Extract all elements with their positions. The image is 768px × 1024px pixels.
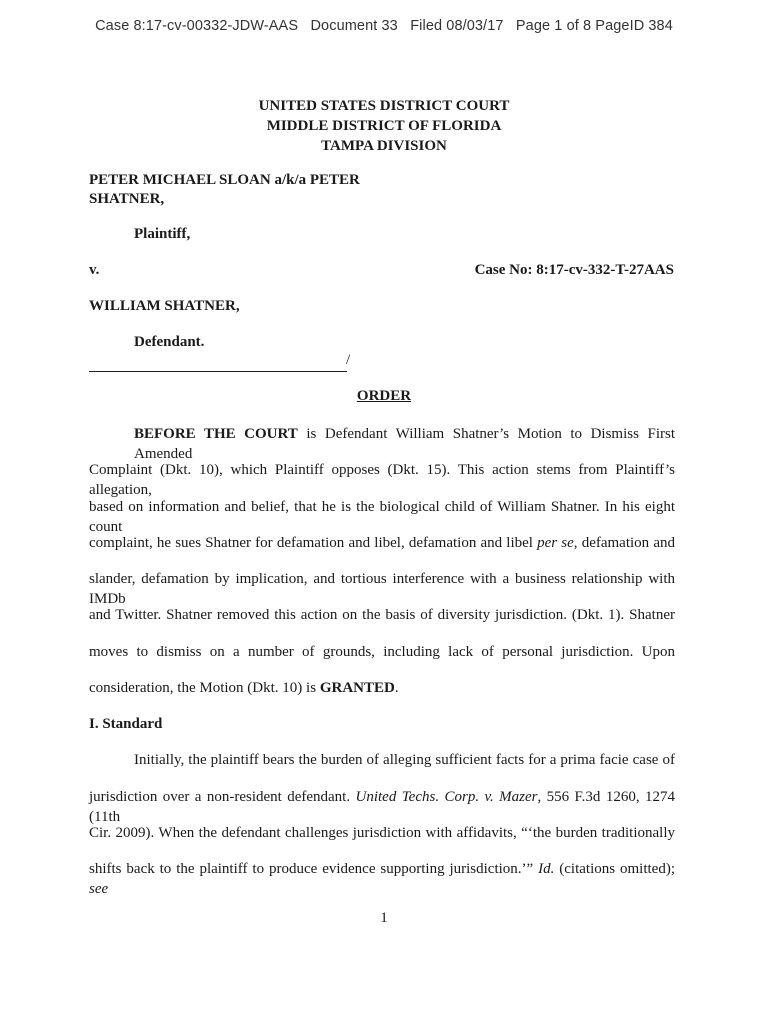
body-text: shifts back to the plaintiff to produce evidence supporting jurisdiction.’”	[89, 861, 539, 877]
plaintiff-name-line2: SHATNER,	[89, 191, 165, 207]
body-line	[89, 859, 675, 899]
body-text: , defamation and	[573, 535, 675, 551]
order-title: ORDER	[356, 388, 412, 404]
court-division: TAMPA DIVISION	[321, 138, 447, 154]
body-line	[89, 678, 675, 698]
body-text: , 556 F.3d 1260, 1274 (11th	[89, 789, 675, 825]
caption-slash: /	[346, 352, 351, 368]
body-text: consideration, the Motion (Dkt. 10) is	[89, 680, 320, 696]
body-text: complaint, he sues Shatner for defamation and libel, defamation and libel	[89, 535, 538, 551]
body-line: based on information and belief, that he is the biological child of William Shatner. In his eight count	[89, 499, 675, 535]
ecf-header: Case 8:17-cv-00332-JDW-AAS Document 33 Filed 08/03/17 Page 1 of 8 PageID 384	[95, 18, 673, 34]
body-line: moves to dismiss on a number of grounds, including lack of personal jurisdiction. Upon	[89, 644, 675, 660]
case-citation: United Techs. Corp. v. Mazer	[355, 789, 538, 805]
body-line: Complaint (Dkt. 10), which Plaintiff opposes (Dkt. 15). This action stems from Plaintiff’s allegation,	[89, 462, 675, 498]
body-line: Cir. 2009). When the defendant challenges jurisdiction with affidavits, “‘the burden traditionally	[89, 825, 675, 841]
defendant-name: WILLIAM SHATNER,	[89, 298, 240, 314]
defendant-role: Defendant.	[134, 334, 205, 350]
italic-text: per se	[537, 535, 574, 551]
plaintiff-name	[89, 171, 360, 209]
section-heading: I. Standard	[89, 716, 163, 732]
court-district: MIDDLE DISTRICT OF FLORIDA	[266, 118, 502, 134]
court-name: UNITED STATES DISTRICT COURT	[258, 98, 510, 114]
body-line	[134, 424, 675, 464]
body-text: .	[394, 680, 399, 696]
court-caption	[0, 96, 768, 156]
body-line	[89, 787, 675, 827]
before-the-court: BEFORE THE COURT	[134, 426, 298, 442]
granted: GRANTED	[319, 680, 395, 696]
caption-rule	[89, 371, 347, 372]
body-text: (citations omitted);	[554, 861, 675, 877]
versus: v.	[89, 262, 100, 278]
case-number: Case No: 8:17-cv-332-T-27AAS	[474, 262, 674, 278]
page-number: 1	[380, 910, 388, 926]
plaintiff-name-line1: PETER MICHAEL SLOAN a/k/a PETER	[89, 172, 360, 188]
body-line: slander, defamation by implication, and tortious interference with a business relationship with IMDb	[89, 571, 675, 607]
body-text: is Defendant William Shatner’s Motion to Dismiss First Amended	[134, 426, 675, 462]
plaintiff-role: Plaintiff,	[134, 226, 191, 242]
body-line: Initially, the plaintiff bears the burden of alleging sufficient facts for a prima facie case of	[134, 752, 675, 768]
body-line: and Twitter. Shatner removed this action on the basis of diversity jurisdiction. (Dkt. 1). Shatner	[89, 607, 675, 623]
italic-text: Id.	[538, 861, 555, 877]
body-text: jurisdiction over a non-resident defendant.	[89, 789, 356, 805]
body-line	[89, 533, 675, 553]
italic-text: see	[89, 881, 109, 897]
